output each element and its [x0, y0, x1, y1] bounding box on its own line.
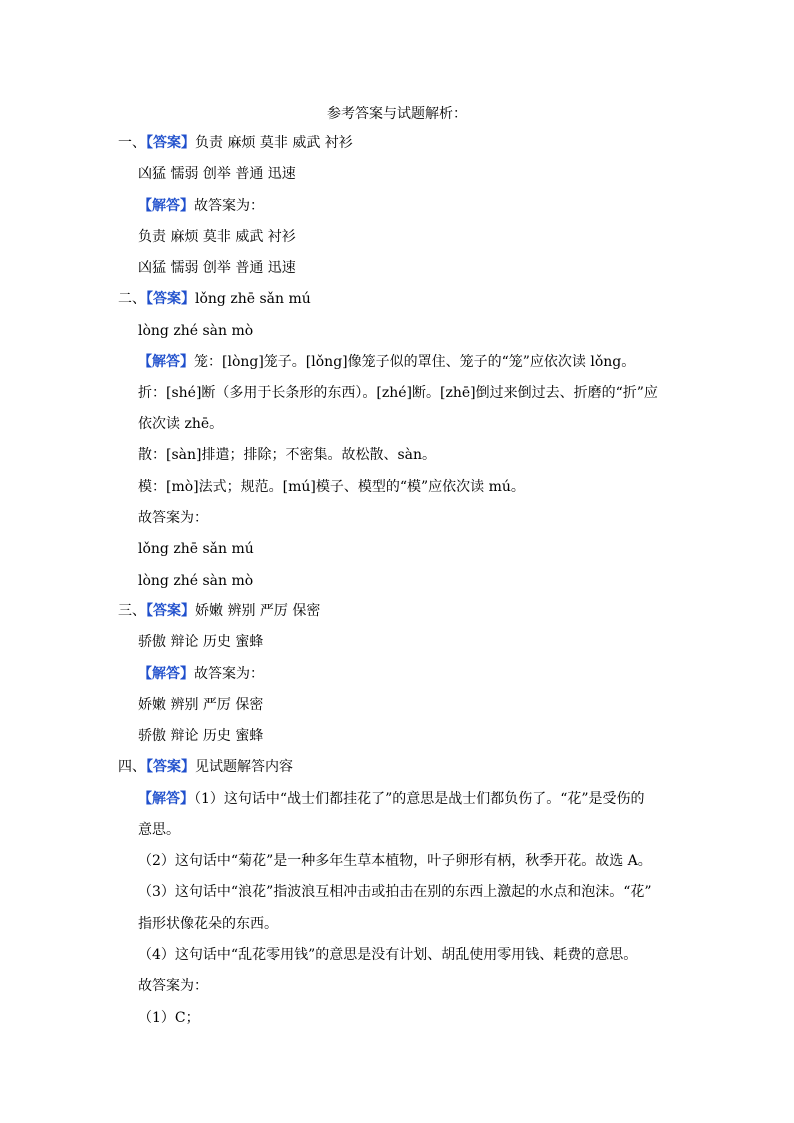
section-2-jieda: [138, 352, 635, 372]
answer-text: 见试题解答内容: [195, 759, 293, 775]
final-answer-line: 负责 麻烦 莫非 威武 衬衫: [138, 229, 296, 245]
answer-tag: 【答案】: [146, 603, 195, 619]
answer-tag: 【答案】: [146, 759, 195, 775]
explanation-line: （4）这句话中“乱花零用钱”的意思是没有计划、胡乱使用零用钱、耗费的意思。: [138, 947, 638, 963]
conclusion-line: 故答案为：: [138, 510, 208, 526]
jieda-text: 故答案为：: [194, 198, 264, 214]
answer-line: 骄傲 辩论 历史 蜜蜂: [138, 634, 264, 650]
section-2-answer: [118, 289, 311, 309]
jieda-tag: 【解答】: [138, 354, 194, 370]
page-title: 参考答案与试题解析：: [327, 106, 467, 122]
section-1-answer: [118, 133, 353, 153]
explanation-line: （3）这句话中“浪花”指波浪互相冲击或拍击在别的东西上激起的水点和泡沫。“花”: [138, 884, 652, 900]
section-number: 三、: [118, 603, 146, 619]
section-1-jieda: [138, 196, 264, 216]
explanation-line: 依次读 zhē。: [138, 416, 224, 432]
answer-line: 凶猛 懦弱 创举 普通 迅速: [138, 166, 296, 182]
section-4-answer: [118, 757, 293, 777]
final-answer-line: 骄傲 辩论 历史 蜜蜂: [138, 728, 264, 744]
answer-text: lǒng zhē sǎn mú: [195, 291, 311, 307]
answer-tag: 【答案】: [146, 291, 195, 307]
section-number: 一、: [118, 135, 146, 151]
section-number: 二、: [118, 291, 146, 307]
final-answer-line: 凶猛 懦弱 创举 普通 迅速: [138, 260, 296, 276]
final-answer-line: 娇嫩 辨别 严厉 保密: [138, 697, 264, 713]
answer-text: 娇嫩 辨别 严厉 保密: [195, 603, 321, 619]
answer-text: 负责 麻烦 莫非 威武 衬衫: [195, 135, 353, 151]
answer-line: lòng zhé sàn mò: [138, 323, 254, 339]
jieda-tag: 【解答】: [138, 198, 194, 214]
section-4-jieda: [138, 789, 645, 809]
explanation-line: 模：[mò]法式；规范。[mú]模子、模型的“模”应依次读 mú。: [138, 479, 525, 495]
jieda-tag: 【解答】: [138, 666, 194, 682]
explanation-line: 散：[sàn]排遣；排除；不密集。故松散、sàn。: [138, 447, 437, 463]
final-answer-line: lòng zhé sàn mò: [138, 573, 254, 589]
jieda-text: 故答案为：: [194, 666, 264, 682]
explanation-line: 指形状像花朵的东西。: [138, 916, 278, 932]
explanation-line: 意思。: [138, 822, 180, 838]
explanation-line: （2）这句话中“菊花”是一种多年生草本植物，叶子卵形有柄，秋季开花。故选 A。: [138, 853, 652, 869]
explanation-text: （1）这句话中“战士们都挂花了”的意思是战士们都负伤了。“花”是受伤的: [194, 791, 645, 807]
conclusion-line: 故答案为：: [138, 978, 208, 994]
final-answer-line: lǒng zhē sǎn mú: [138, 541, 254, 557]
jieda-text: 笼：[lòng]笼子。[lǒng]像笼子似的罩住、笼子的“笼”应依次读 lǒng。: [194, 354, 636, 370]
section-number: 四、: [118, 759, 146, 775]
explanation-line: 折：[shé]断（多用于长条形的东西）。[zhé]断。[zhē]倒过来倒过去、折磨的“折”应: [138, 385, 658, 401]
jieda-tag: 【解答】: [138, 791, 194, 807]
section-3-jieda: [138, 664, 264, 684]
final-answer-line: （1）C；: [138, 1010, 200, 1026]
answer-tag: 【答案】: [146, 135, 195, 151]
section-3-answer: [118, 601, 320, 621]
